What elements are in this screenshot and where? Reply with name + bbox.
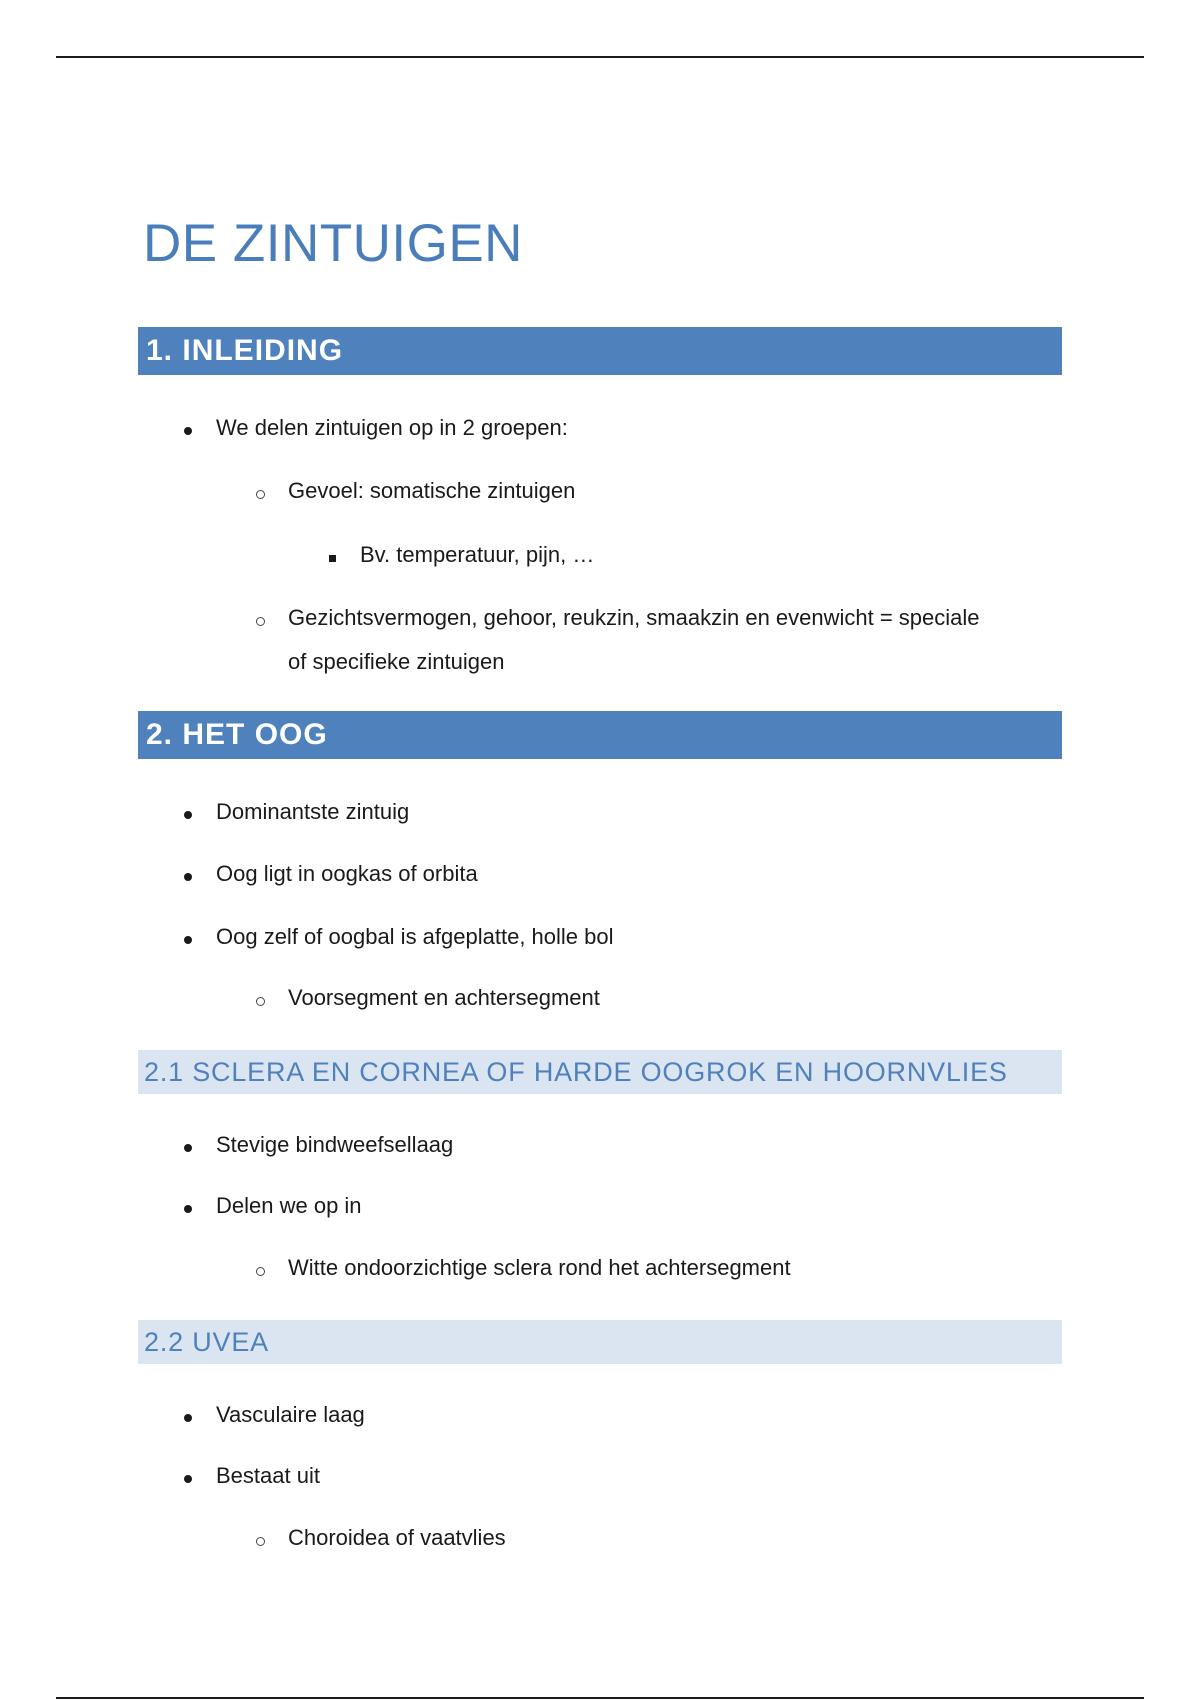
- list-item: Oog ligt in oogkas of orbita: [216, 852, 1056, 896]
- list-item: Gezichtsvermogen, gehoor, reukzin, smaakzin en evenwicht = speciale: [288, 596, 1058, 640]
- bullet-circle-icon: [250, 1516, 270, 1561]
- list-item-continuation: of specifieke zintuigen: [288, 649, 505, 674]
- bullet-square-icon: [322, 533, 342, 577]
- bullet-disc-icon: [178, 1123, 198, 1167]
- list-item: Bestaat uit: [216, 1454, 1056, 1498]
- bullet-disc-icon: [178, 1393, 198, 1437]
- subsection-heading-sclera-cornea: 2.1 SCLERA EN CORNEA OF HARDE OOGROK EN HOORNVLIES: [138, 1050, 1062, 1094]
- bullet-disc-icon: [178, 852, 198, 896]
- bullet-circle-icon: [250, 976, 270, 1021]
- header-rule: [56, 56, 1144, 58]
- list-item: Voorsegment en achtersegment: [288, 976, 1058, 1020]
- bullet-circle-icon: [250, 1246, 270, 1291]
- bullet-disc-icon: [178, 1454, 198, 1498]
- bullet-disc-icon: [178, 915, 198, 959]
- list-item: Choroidea of vaatvlies: [288, 1516, 1058, 1560]
- bullet-disc-icon: [178, 1184, 198, 1228]
- document-title: DE ZINTUIGEN: [143, 214, 523, 273]
- section-heading-inleiding: 1. INLEIDING: [138, 327, 1062, 375]
- list-item: We delen zintuigen op in 2 groepen:: [216, 406, 1056, 450]
- section-heading-het-oog: 2. HET OOG: [138, 711, 1062, 759]
- bullet-disc-icon: [178, 406, 198, 450]
- list-item: Stevige bindweefsellaag: [216, 1123, 1056, 1167]
- list-item: Vasculaire laag: [216, 1393, 1056, 1437]
- list-item: Gevoel: somatische zintuigen: [288, 469, 1058, 513]
- list-item: Dominantste zintuig: [216, 790, 1056, 834]
- subsection-heading-uvea: 2.2 UVEA: [138, 1320, 1062, 1364]
- list-item: Bv. temperatuur, pijn, …: [360, 533, 1060, 577]
- bullet-circle-icon: [250, 469, 270, 514]
- footer-rule: [56, 1697, 1144, 1699]
- bullet-circle-icon: [250, 596, 270, 641]
- list-item: Witte ondoorzichtige sclera rond het achtersegment: [288, 1246, 1058, 1290]
- bullet-disc-icon: [178, 790, 198, 834]
- list-item: Oog zelf of oogbal is afgeplatte, holle bol: [216, 915, 1056, 959]
- list-item: Delen we op in: [216, 1184, 1056, 1228]
